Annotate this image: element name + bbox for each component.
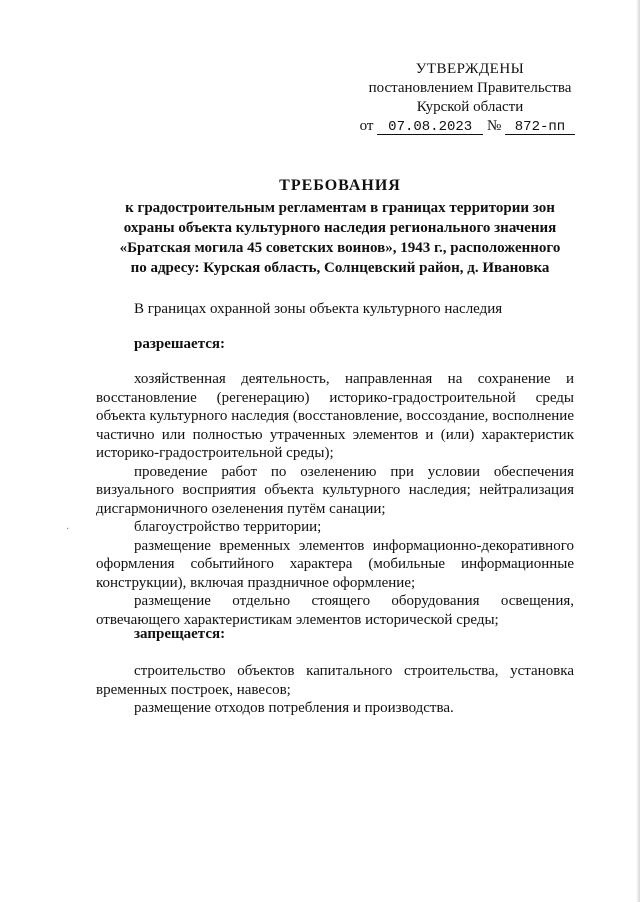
document-title: ТРЕБОВАНИЯ [279, 177, 401, 194]
allowed-item: размещение отдельно стоящего оборудования освещения, отвечающего характеристикам элементов исторической среды; [96, 593, 574, 628]
approval-number: 872-пп [505, 120, 575, 135]
title-line: охраны объекта культурного наследия регионального значения [123, 220, 557, 236]
approval-line-2: Курской области [416, 99, 524, 115]
approval-line-1: постановлением Правительства [368, 80, 572, 96]
approval-date-line [355, 117, 575, 136]
intro-paragraph [96, 300, 574, 319]
date-prefix: от [359, 118, 374, 134]
allowed-item: проведение работ по озеленению при условии обеспечения визуального восприятия объекта культурного наследия; нейтрализация дисгармоничного озеленения путём санации; [96, 463, 574, 517]
title-line: к градостроительным регламентам в границах территории зон [125, 200, 555, 216]
allowed-list [96, 370, 574, 629]
title-line: «Братская могила 45 советских воинов», 1943 г., расположенного [119, 240, 561, 256]
allowed-heading: разрешается: [134, 336, 226, 352]
scan-margin-mark: · [66, 524, 70, 535]
allowed-item: благоустройство территории; [134, 519, 322, 535]
title-line: по адресу: Курская область, Солнцевский район, д. Ивановка [130, 260, 550, 276]
forbidden-heading: запрещается: [134, 626, 226, 642]
allowed-item: размещение временных элементов информационно-декоративного оформления событийного характера (мобильные информационные конструкции), включая праздничное оформление; [96, 537, 574, 591]
approval-date: 07.08.2023 [377, 120, 483, 135]
approval-stamp [355, 60, 585, 136]
forbidden-item: размещение отходов потребления и производства. [134, 700, 454, 716]
approval-heading: УТВЕРЖДЕНЫ [415, 61, 525, 77]
document-title-block [90, 176, 590, 278]
number-prefix: № [486, 118, 502, 134]
scan-edge-shadow [636, 0, 640, 902]
forbidden-list [96, 662, 574, 718]
allowed-item: хозяйственная деятельность, направленная на сохранение и восстановление (регенерацию) историко-градостроительной среды объекта культурного наследия (восстановление, воссоздание, восполнение частично или полностью утраченных элементов и (или) характеристик историко-градостроительной среды); [96, 371, 574, 461]
forbidden-item: строительство объектов капитального строительства, установка временных построек, навесов; [96, 663, 574, 698]
intro-text: В границах охранной зоны объекта культурного наследия [134, 301, 503, 317]
